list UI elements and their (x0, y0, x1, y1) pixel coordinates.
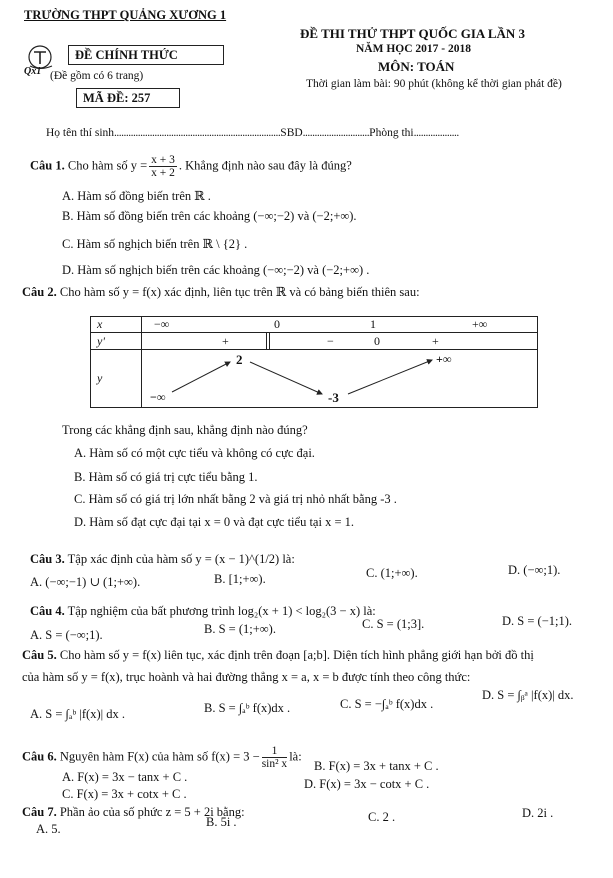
question-3-label: Câu 3. (30, 552, 65, 566)
vt-y-label: y (91, 350, 142, 408)
q1-denominator: x + 2 (151, 167, 175, 179)
question-2-stem (22, 284, 420, 300)
q2-option-b[interactable]: B. Hàm số có giá trị cực tiểu bằng 1. (74, 470, 258, 484)
q1-stem-a: Cho hàm số (67, 158, 128, 173)
vt-sign-3: + (432, 334, 439, 348)
question-6-stem (22, 745, 302, 770)
q6-option-d[interactable]: D. F(x) = 3x − cotx + C . (304, 777, 430, 791)
candidate-info-line: Họ tên thí sinh......................................................................SBD............................Phòng thi................... (46, 127, 459, 139)
q6-numerator: 1 (262, 745, 288, 758)
vt-sign-0: + (222, 334, 229, 348)
vt-x-label: x (91, 317, 142, 333)
q1-option-d[interactable]: D. Hàm số nghịch biến trên các khoảng (−∞;−2) và (−2;+∞) . (62, 263, 370, 277)
vt-undefined-bar (266, 333, 270, 349)
q5-option-b[interactable]: B. S = ∫ₐᵇ f(x)dx . (204, 701, 291, 715)
vt-y-0: −∞ (150, 390, 166, 404)
q1-func: y = (130, 158, 148, 173)
q1-fraction (149, 154, 177, 179)
q5-option-d[interactable]: D. S = ∫ᵦᵃ |f(x)| dx. (482, 688, 574, 702)
question-1-label: Câu 1. (30, 158, 65, 173)
q7-option-a[interactable]: A. 5. (36, 822, 61, 836)
vt-yp-row (142, 333, 538, 350)
q6-stem-a: Nguyên hàm F(x) của hàm số f(x) = 3 − (59, 749, 260, 764)
q5-option-a[interactable]: A. S = ∫ₐᵇ |f(x)| dx . (30, 707, 125, 721)
vt-x-1: 0 (274, 317, 280, 331)
q3-option-d[interactable]: D. (−∞;1). (508, 563, 561, 577)
arrow-down (250, 362, 322, 394)
question-1-stem (30, 154, 352, 179)
q2-option-c[interactable]: C. Hàm số có giá trị lớn nhất bằng 2 và giá trị nhỏ nhất bằng -3 . (74, 492, 397, 506)
q1-stem-b: . Khẳng định nào sau đây là đúng? (178, 158, 352, 173)
school-name: TRƯỜNG THPT QUẢNG XƯƠNG 1 (24, 8, 227, 22)
q4-option-c[interactable]: C. S = (1;3]. (362, 617, 425, 631)
q1-option-c[interactable]: C. Hàm số nghịch biến trên ℝ \ {2} . (62, 237, 248, 251)
q6-stem-b: là: (289, 749, 302, 764)
vt-x-2: 1 (370, 317, 376, 331)
vt-y-2: -3 (328, 390, 339, 405)
question-5-label: Câu 5. (22, 648, 57, 662)
q1-option-a[interactable]: A. Hàm số đồng biến trên ℝ . (62, 189, 211, 203)
q6-option-a[interactable]: A. F(x) = 3x − tanx + C . (62, 770, 188, 784)
logo-text: Qx1 (24, 66, 42, 77)
q5-stem1-text: Cho hàm số y = f(x) liên tục, xác định trên đoạn [a;b]. Diện tích hình phẳng giới hạn bởi đồ thị (59, 648, 534, 662)
arrow-up-1 (172, 362, 230, 392)
vt-sign-1: − (327, 334, 334, 348)
q3-option-b[interactable]: B. [1;+∞). (214, 572, 266, 586)
question-6-label: Câu 6. (22, 749, 57, 764)
pages-note: (Đề gồm có 6 trang) (50, 70, 144, 82)
q7-option-c[interactable]: C. 2 . (368, 810, 396, 824)
question-4-label: Câu 4. (30, 604, 65, 618)
q6-fraction (262, 745, 288, 770)
q6-denominator: sin² x (261, 758, 288, 770)
exam-code: MÃ ĐỀ: 257 (83, 91, 151, 105)
q2-option-a[interactable]: A. Hàm số có một cực tiểu và không có cực đại. (74, 446, 315, 460)
exam-title: ĐỀ THI THỬ THPT QUỐC GIA LẦN 3 (300, 26, 526, 41)
q5-option-c[interactable]: C. S = −∫ₐᵇ f(x)dx . (340, 697, 434, 711)
q4-option-b[interactable]: B. S = (1;+∞). (204, 622, 276, 636)
exam-time: Thời gian làm bài: 90 phút (không kể thời gian phát đề) (306, 78, 562, 90)
vt-sign-2: 0 (374, 334, 380, 348)
vt-y-3: +∞ (436, 352, 452, 366)
q2-option-d[interactable]: D. Hàm số đạt cực đại tại x = 0 và đạt cực tiểu tại x = 1. (74, 515, 354, 529)
q4-option-d[interactable]: D. S = (−1;1). (502, 614, 573, 628)
vt-x-3: +∞ (472, 317, 488, 331)
q2-stem-text: Cho hàm số y = f(x) xác định, liên tục trên ℝ và có bảng biến thiên sau: (59, 285, 420, 299)
subject: MÔN: TOÁN (378, 59, 455, 74)
q4-option-a[interactable]: A. S = (−∞;1). (30, 628, 103, 642)
vt-yp-label: y' (91, 333, 142, 350)
q3-option-c[interactable]: C. (1;+∞). (366, 566, 418, 580)
vt-arrows (142, 350, 502, 408)
question-5-stem-1 (22, 648, 534, 663)
room-label: Phòng thi (369, 127, 414, 139)
name-label: Họ tên thí sinh (46, 127, 115, 139)
q7-option-d[interactable]: D. 2i . (522, 806, 554, 820)
q3-option-a[interactable]: A. (−∞;−1) ∪ (1;+∞). (30, 575, 141, 589)
q6-option-c[interactable]: C. F(x) = 3x + cotx + C . (62, 787, 187, 801)
q2-prompt: Trong các khẳng định sau, khẳng định nào đúng? (62, 423, 308, 437)
exam-code-box (76, 88, 180, 108)
q7-option-b[interactable]: B. 5i . (206, 815, 237, 829)
official-label-box (68, 45, 224, 65)
question-3-stem (30, 552, 295, 567)
school-year: NĂM HỌC 2017 - 2018 (356, 43, 471, 55)
variation-table (90, 316, 538, 408)
q3-stem-text: Tập xác định của hàm số y = (x − 1)^(1/2) là: (67, 552, 295, 566)
question-5-stem-2: của hàm số y = f(x), trục hoành và hai đường thẳng x = a, x = b được tính theo công thức: (22, 670, 471, 684)
vt-y-row (142, 350, 538, 408)
arrow-up-2 (348, 360, 432, 394)
q6-option-b[interactable]: B. F(x) = 3x + tanx + C . (314, 759, 439, 773)
q1-option-b[interactable]: B. Hàm số đồng biến trên các khoảng (−∞;−2) và (−2;+∞). (62, 209, 357, 223)
q1-numerator: x + 3 (151, 154, 175, 166)
q7-stem-text: Phần ảo của số phức z = 5 + 2i bằng: (59, 805, 245, 819)
q4-stem-text: Tập nghiệm của bất phương trình log₂(x + 1) < log₂(3 − x) là: (67, 604, 376, 618)
sbd-label: SBD (280, 127, 303, 139)
question-2-label: Câu 2. (22, 285, 57, 299)
official-label: ĐỀ CHÍNH THỨC (75, 48, 178, 62)
vt-x-row (142, 317, 538, 333)
question-7-label: Câu 7. (22, 805, 57, 819)
vt-y-1: 2 (236, 352, 243, 367)
vt-x-0: −∞ (154, 317, 170, 331)
question-4-stem (30, 604, 376, 619)
